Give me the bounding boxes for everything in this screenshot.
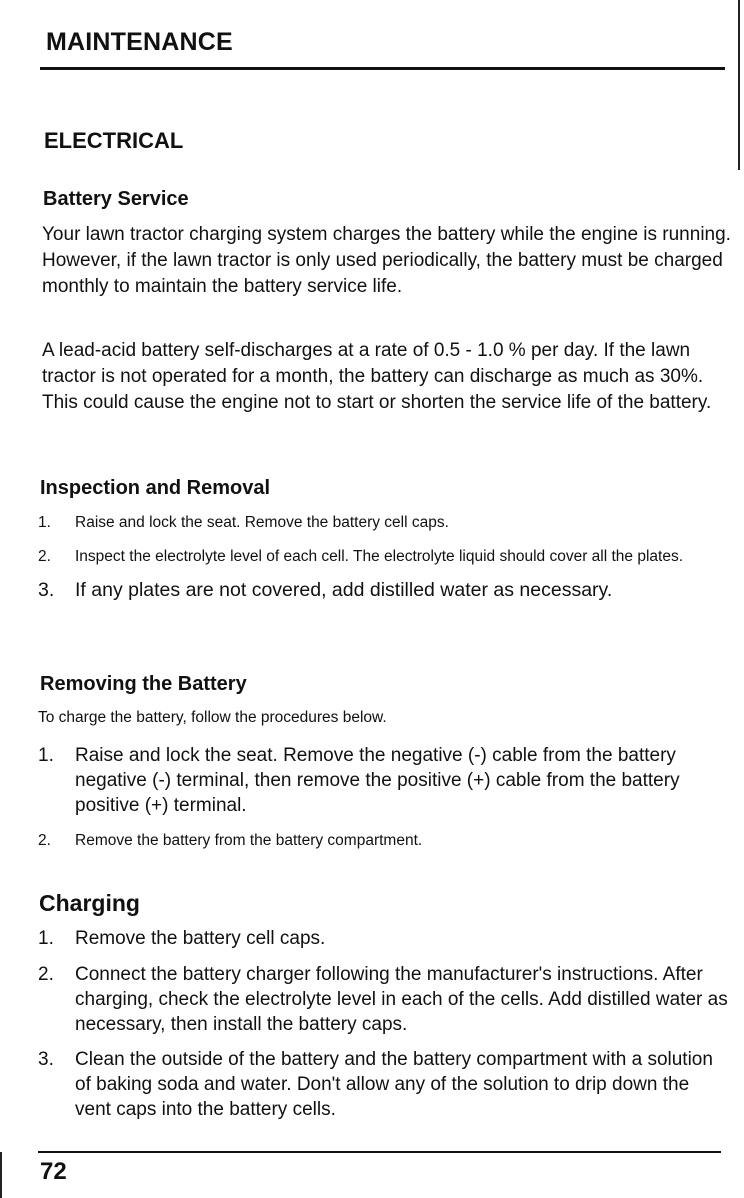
step-number: 2. <box>38 832 51 849</box>
footer-rule <box>38 1151 721 1153</box>
battery-service-paragraph-2: A lead-acid battery self-discharges at a rate of 0.5 - 1.0 % per day. If the lawn tractor is not operated for a month, the battery can discharge as much as 30%. This could cause the engine not to start or shorten the service life of the battery. <box>42 340 712 413</box>
page-header-title: MAINTENANCE <box>46 28 233 56</box>
step-text: Clean the outside of the battery and the battery compartment with a solution of baking soda and water. Don't allow any of the solution to drip down the vent caps into the battery cells. <box>75 1049 713 1120</box>
page-edge-right <box>738 0 740 170</box>
list-item <box>38 1047 728 1122</box>
header-rule <box>40 67 725 70</box>
section-heading: ELECTRICAL <box>44 128 184 153</box>
inspection-heading: Inspection and Removal <box>40 477 271 499</box>
step-text: Remove the battery cell caps. <box>75 928 326 949</box>
step-number: 1. <box>38 928 54 949</box>
list-item <box>38 743 728 818</box>
inspection-steps <box>38 510 728 603</box>
step-text: Inspect the electrolyte level of each cell. The electrolyte liquid should cover all the plates. <box>75 548 683 565</box>
step-text: Connect the battery charger following the manufacturer's instructions. After charging, check the electrolyte level in each of the cells. Add distilled water as necessary, then install the battery caps. <box>75 964 728 1035</box>
step-text: Raise and lock the seat. Remove the negative (-) cable from the battery negative (-) terminal, then remove the positive (+) cable from the battery positive (+) terminal. <box>75 745 680 816</box>
charging-heading: Charging <box>39 890 140 916</box>
list-item <box>38 926 728 951</box>
step-number: 3. <box>38 579 55 601</box>
list-item <box>38 544 728 569</box>
list-item <box>38 510 728 535</box>
page-edge-left <box>0 1152 2 1198</box>
list-item <box>38 578 728 603</box>
step-number: 1. <box>38 745 54 766</box>
battery-service-paragraph-1: Your lawn tractor charging system charges the battery while the engine is running. However, if the lawn tractor is only used periodically, the battery must be charged monthly to maintain the battery service life. <box>42 224 731 297</box>
step-number: 1. <box>38 514 51 531</box>
list-item <box>38 828 728 853</box>
step-text: If any plates are not covered, add distilled water as necessary. <box>75 579 613 601</box>
step-text: Remove the battery from the battery compartment. <box>75 832 423 849</box>
removing-steps <box>38 743 728 853</box>
charging-steps <box>38 926 728 1122</box>
removing-intro: To charge the battery, follow the procedures below. <box>38 709 387 726</box>
step-number: 3. <box>38 1049 54 1070</box>
step-number: 2. <box>38 964 54 985</box>
battery-service-heading: Battery Service <box>43 188 189 210</box>
list-item <box>38 962 728 1037</box>
page-number: 72 <box>40 1158 67 1185</box>
step-number: 2. <box>38 548 51 565</box>
step-text: Raise and lock the seat. Remove the battery cell caps. <box>75 514 449 531</box>
removing-heading: Removing the Battery <box>40 673 247 695</box>
